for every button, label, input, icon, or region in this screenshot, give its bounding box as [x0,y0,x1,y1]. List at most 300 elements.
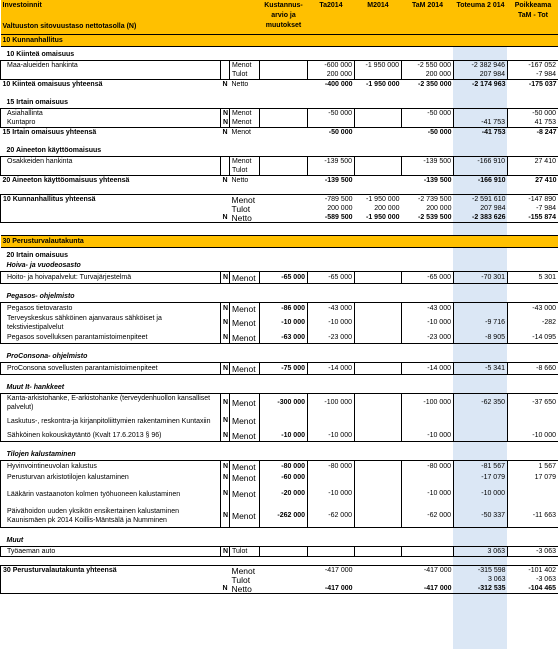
toteuma-value: -8 905 [454,332,508,344]
n-marker: N [221,394,230,413]
tam2014-value: -2 550 000 [402,61,454,71]
spacer-row [1,90,558,98]
cost-estimate [260,204,308,213]
toteuma-value: -81 567 [454,461,508,473]
row-type: Menot [230,118,260,128]
spacer-cell [1,344,558,353]
table-row [1,430,558,442]
group-title: Tilojen kalustaminen [6,451,76,458]
cost-estimate [260,109,308,119]
n-marker [221,61,230,71]
grand-total-row [1,566,558,576]
cost-estimate [260,412,308,430]
tam2014-value: -2 739 500 [402,195,454,205]
grand-total-row [1,204,558,213]
row-type: Menot [230,566,260,576]
subtotal-row [1,176,558,187]
tam2014-value: -10 000 [402,314,454,332]
group-row [1,251,558,261]
row-type: Menot [230,472,260,483]
m2014-value: -1 950 000 [366,81,400,88]
n-marker [221,70,230,80]
tam2014-value: -417 000 [402,566,454,576]
n-marker: N [222,129,228,136]
poikkeama-value: -101 402 [508,566,558,576]
poikkeama-value: -7 984 [508,70,558,80]
m2014-value: -1 950 000 [355,61,402,71]
m2014-value: -1 950 000 [355,213,402,223]
cost-estimate [260,213,308,223]
toteuma-value: -17 079 [454,472,508,483]
poikkeama-value: -3 063 [508,575,558,584]
toteuma-value: -41 753 [481,129,506,136]
row-type: Menot [230,461,260,473]
tam2014-value [402,166,454,176]
table-row [1,272,558,284]
group-title: 20 Aineeton käyttöomaisuus [6,147,102,154]
tam2014-value: -23 000 [402,332,454,344]
tam2014-value [402,547,454,557]
poikkeama-value: -155 874 [508,213,558,223]
tam2014-value: -139 500 [402,157,454,167]
toteuma-value [454,303,508,315]
group-row [1,450,558,461]
row-type: Menot [230,483,260,505]
m2014-value [355,303,402,315]
row-type: Menot [230,157,260,167]
header-cost: Kustannus-arvio ja muutokset [260,0,308,35]
m2014-value [355,575,402,584]
cost-estimate [260,166,308,176]
toteuma-value: -10 000 [454,483,508,505]
row-label: Laskutus-, reskontra-ja kirjanpitoliittymien rakentaminen Kuntaxiin [1,412,221,430]
row-label: 15 Irtain omaisuus yhteensä [2,129,97,136]
grand-total-label [1,204,221,213]
header-row [1,0,558,35]
poikkeama-value: -167 052 [508,61,558,71]
poikkeama-value: -10 000 [508,430,558,442]
poikkeama-value: -8 247 [536,129,557,136]
header-subtitle: Valtuuston sitovuustaso nettotasolla (N) [2,23,137,30]
poikkeama-value: -8 660 [508,363,558,375]
tam2014-value: -417 000 [402,584,454,594]
cost-estimate [260,176,308,187]
tam2014-value [402,575,454,584]
tam2014-value: 200 000 [402,70,454,80]
row-label: Pegasos sovelluksen parantamistoimenpiteet [1,332,221,344]
tam2014-value [402,412,454,430]
spacer-cell [1,138,558,146]
ta2014-value: -62 000 [308,505,355,528]
tam2014-value: -14 000 [402,363,454,375]
m2014-value [355,584,402,594]
poikkeama-value: -175 037 [528,81,557,88]
ta2014-value: -10 000 [308,483,355,505]
group-row [1,292,558,303]
m2014-value [355,118,402,128]
spacer-row [1,375,558,384]
header-m2014: M2014 [355,0,402,35]
header-ta2014: Ta2014 [308,0,355,35]
tam2014-value: -2 539 500 [402,213,454,223]
row-label [1,70,221,80]
ta2014-value: -10 000 [308,314,355,332]
spacer-row [1,138,558,146]
spacer-row [1,344,558,353]
n-marker [221,195,230,205]
m2014-value [355,483,402,505]
m2014-value [355,70,402,80]
spacer-cell [1,375,558,384]
row-type: Menot [231,129,251,136]
toteuma-value [454,109,508,119]
ta2014-value [308,166,355,176]
spacer-cell [1,223,558,236]
poikkeama-value: 17 079 [508,472,558,483]
tam2014-value: -65 000 [402,272,454,284]
poikkeama-value [508,166,558,176]
poikkeama-value [508,412,558,430]
table-row [1,118,558,128]
toteuma-value: -166 910 [454,157,508,167]
table-row [1,314,558,332]
spacer-cell [1,528,558,537]
row-type: Menot [230,412,260,430]
tam2014-value [402,472,454,483]
table-row [1,505,558,528]
spacer-cell [1,284,558,293]
toteuma-value [454,166,508,176]
toteuma-value: 207 984 [454,70,508,80]
ta2014-value: -50 000 [308,109,355,119]
group-title: 20 Irtain omaisuus [6,252,68,259]
n-marker: N [221,109,230,119]
row-label: 20 Aineeton käyttöomaisuus yhteensä [2,177,130,184]
toteuma-value: -2 591 610 [454,195,508,205]
toteuma-value: 3 063 [487,575,506,583]
ta2014-value: -100 000 [308,394,355,413]
ta2014-value: 200 000 [327,204,353,212]
section-header [1,236,558,248]
row-type: Tulot [230,70,260,80]
row-label: Maa-alueiden hankinta [1,61,221,71]
table-row [1,61,558,71]
ta2014-value: -417 000 [308,566,355,576]
grand-total-row [1,213,558,223]
tam2014-value: 200 000 [426,204,452,212]
row-type: Menot [230,109,260,119]
row-type: Menot [230,363,260,375]
m2014-value: -1 950 000 [355,195,402,205]
poikkeama-value: -11 663 [508,505,558,528]
n-marker: N [221,412,230,430]
ta2014-value [308,547,355,557]
poikkeama-value: -3 063 [508,547,558,557]
cost-estimate: -262 000 [260,505,308,528]
toteuma-value: -315 598 [454,566,508,576]
group-title: Muut It- hankkeet [6,384,65,391]
table-row [1,461,558,473]
n-marker: N [221,547,230,557]
row-type: Netto [230,213,260,223]
ta2014-value: -789 500 [308,195,355,205]
tam2014-value: -80 000 [402,461,454,473]
toteuma-value: -166 910 [477,177,506,184]
group-title: Pegasos- ohjelmisto [6,293,75,300]
row-label: Pegasos tietovarasto [1,303,221,315]
row-label [1,166,221,176]
ta2014-value: -23 000 [308,332,355,344]
grand-total-label [1,213,221,223]
cost-estimate: -65 000 [260,272,308,284]
tam2014-value: -62 000 [402,505,454,528]
cost-estimate [260,61,308,71]
cost-estimate [260,584,308,594]
cost-estimate [260,566,308,576]
table-row [1,363,558,375]
spacer-cell [1,90,558,98]
row-label: ProConsona sovellusten parantamistoimenpiteet [1,363,221,375]
row-type: Menot [230,505,260,528]
subtotal-row [1,80,558,91]
spacer-cell [1,186,558,195]
n-marker: N [222,584,228,592]
m2014-value [355,547,402,557]
cost-estimate [260,80,308,91]
row-type: Menot [230,195,260,205]
n-marker: N [222,213,228,221]
grand-total-row [1,584,558,594]
ta2014-value [308,412,355,430]
spacer-row [1,442,558,451]
tam2014-value: -10 000 [402,483,454,505]
n-marker [221,157,230,167]
ta2014-value: -589 500 [308,213,355,223]
cost-estimate: -10 000 [260,430,308,442]
group-row [1,352,558,363]
cost-estimate: -86 000 [260,303,308,315]
row-type: Menot [230,332,260,344]
row-label: Lääkärin vastaanoton kolmen työhuoneen kalustaminen [1,483,221,505]
spacer-row [1,594,558,607]
group-title: Muut [6,537,24,544]
row-type: Tulot [231,575,251,584]
tam2014-value: -139 500 [423,177,452,184]
poikkeama-value: -282 [508,314,558,332]
toteuma-value: -2 383 626 [454,213,508,223]
group-row [1,146,558,157]
n-marker: N [221,461,230,473]
n-marker: N [221,332,230,344]
n-marker: N [221,363,230,375]
row-type: Menot [230,272,260,284]
row-label: Hoito- ja hoivapalvelut: Turvajärjestelmä [1,272,221,284]
tam2014-value: -2 350 000 [418,81,452,88]
m2014-value [355,363,402,375]
ta2014-value: -50 000 [328,129,353,136]
n-marker: N [221,483,230,505]
toteuma-value: -5 341 [454,363,508,375]
cost-estimate [260,547,308,557]
toteuma-value: -50 337 [454,505,508,528]
tam2014-value: -50 000 [427,129,452,136]
row-label: Asiahallinta [1,109,221,119]
toteuma-value: 3 063 [454,547,508,557]
n-marker [221,204,230,213]
spacer-cell [1,594,558,607]
n-marker: N [221,472,230,483]
table-row [1,70,558,80]
poikkeama-value: -37 650 [508,394,558,413]
ta2014-value: -80 000 [308,461,355,473]
row-label: Osakkeiden hankinta [1,157,221,167]
header-tam2014: TaM 2014 [402,0,454,35]
n-marker [221,566,230,576]
ta2014-value: 200 000 [308,70,355,80]
group-title: Hoiva- ja vuodeosasto [6,262,81,269]
row-type: Menot [230,314,260,332]
m2014-value [355,332,402,344]
group-title: 15 Irtain omaisuus [6,99,68,106]
row-label: Perusturvan arkistotilojen kalustaminen [1,472,221,483]
n-marker: N [221,272,230,284]
spacer-cell [1,557,558,566]
grand-total-row [1,195,558,205]
poikkeama-value: 27 410 [535,177,557,184]
m2014-value [355,166,402,176]
spacer-row [1,284,558,293]
group-title: ProConsona- ohjelmisto [6,353,88,360]
row-label: Kanta-arkistohanke, E-arkistohanke (terveydenhuollon kansalliset palvelut) [1,394,221,413]
header-poikkeama: Poikkeama TaM - Tot [508,0,558,35]
table-row [1,472,558,483]
n-marker: N [221,430,230,442]
toteuma-value: -62 350 [454,394,508,413]
row-type: Menot [230,394,260,413]
row-label: Hyvinvointineuvolan kalustus [1,461,221,473]
toteuma-value: -2 382 946 [454,61,508,71]
grand-total-label [1,584,221,594]
ta2014-value: -400 000 [324,81,353,88]
cost-estimate: -10 000 [260,314,308,332]
group-row [1,50,558,61]
ta2014-value: -139 500 [308,157,355,167]
tam2014-value: -100 000 [402,394,454,413]
row-type: Menot [230,430,260,442]
table-row [1,483,558,505]
grand-total-label: 10 Kunnanhallitus yhteensä [1,195,221,205]
row-label: Terveyskeskus sähköinen ajanvaraus sähköiset ja tekstiviestipalvelut [1,314,221,332]
row-type: Menot [230,303,260,315]
grand-total-label: 30 Perusturvalautakunta yhteensä [1,566,221,576]
toteuma-value: -2 174 963 [472,81,506,88]
poikkeama-value: -50 000 [508,109,558,119]
m2014-value [355,430,402,442]
ta2014-value: -43 000 [308,303,355,315]
m2014-value [355,176,402,187]
toteuma-value: -9 716 [454,314,508,332]
cost-estimate [260,128,308,139]
n-marker: N [221,314,230,332]
n-marker [221,575,230,584]
section-header [1,35,558,47]
row-label: 10 Kiinteä omaisuus yhteensä [2,81,103,88]
m2014-value [355,109,402,119]
row-label: Päivähoidon uuden yksikön ensikertainen kalustaminen Kaunismäen pk 2014 Koillis-Mäntsälä ja Numminen [1,505,221,528]
row-label: Työaeman auto [1,547,221,557]
ta2014-value: -600 000 [308,61,355,71]
m2014-value [355,412,402,430]
group-row [1,98,558,109]
cost-estimate: -80 000 [260,461,308,473]
poikkeama-value: -147 890 [508,195,558,205]
cost-estimate: -60 000 [260,472,308,483]
n-marker: N [221,505,230,528]
cost-estimate [260,195,308,205]
row-type: Tulot [230,166,260,176]
tam2014-value: -50 000 [402,109,454,119]
poikkeama-value: -104 465 [508,584,558,594]
toteuma-value: -312 535 [454,584,508,594]
table-row [1,547,558,557]
table-row [1,412,558,430]
ta2014-value: -14 000 [308,363,355,375]
poikkeama-value: 5 301 [508,272,558,284]
row-type: Tulot [231,204,251,213]
header-toteuma: Toteuma 2 014 [454,0,508,35]
cost-estimate [260,70,308,80]
cost-estimate [260,575,308,584]
poikkeama-value: 41 753 [508,118,558,128]
toteuma-value [454,412,508,430]
m2014-value [355,314,402,332]
ta2014-value: -65 000 [308,272,355,284]
table-row [1,166,558,176]
cost-estimate: -300 000 [260,394,308,413]
cost-estimate: -20 000 [260,483,308,505]
table-row [1,303,558,315]
n-marker [221,166,230,176]
subtotal-row [1,128,558,139]
poikkeama-value: -7 984 [508,204,558,213]
m2014-value [355,472,402,483]
m2014-value [355,566,402,576]
n-marker: N [222,177,228,184]
row-type: Netto [231,177,249,184]
m2014-value: 200 000 [374,204,400,212]
spacer-row [1,557,558,566]
group-title: 10 Kiinteä omaisuus [6,51,75,58]
poikkeama-value: 1 567 [508,461,558,473]
m2014-value [355,394,402,413]
row-type: Netto [230,584,260,594]
ta2014-value [308,472,355,483]
cost-estimate: -75 000 [260,363,308,375]
ta2014-value: -10 000 [308,430,355,442]
tam2014-value: -10 000 [402,430,454,442]
m2014-value [355,128,402,139]
m2014-value [355,505,402,528]
table-row [1,157,558,167]
m2014-value [355,272,402,284]
spacer-row [1,186,558,195]
toteuma-value [454,430,508,442]
ta2014-value [308,575,355,584]
tam2014-value: -43 000 [402,303,454,315]
poikkeama-value: -43 000 [508,303,558,315]
n-marker: N [221,303,230,315]
cost-estimate [260,118,308,128]
